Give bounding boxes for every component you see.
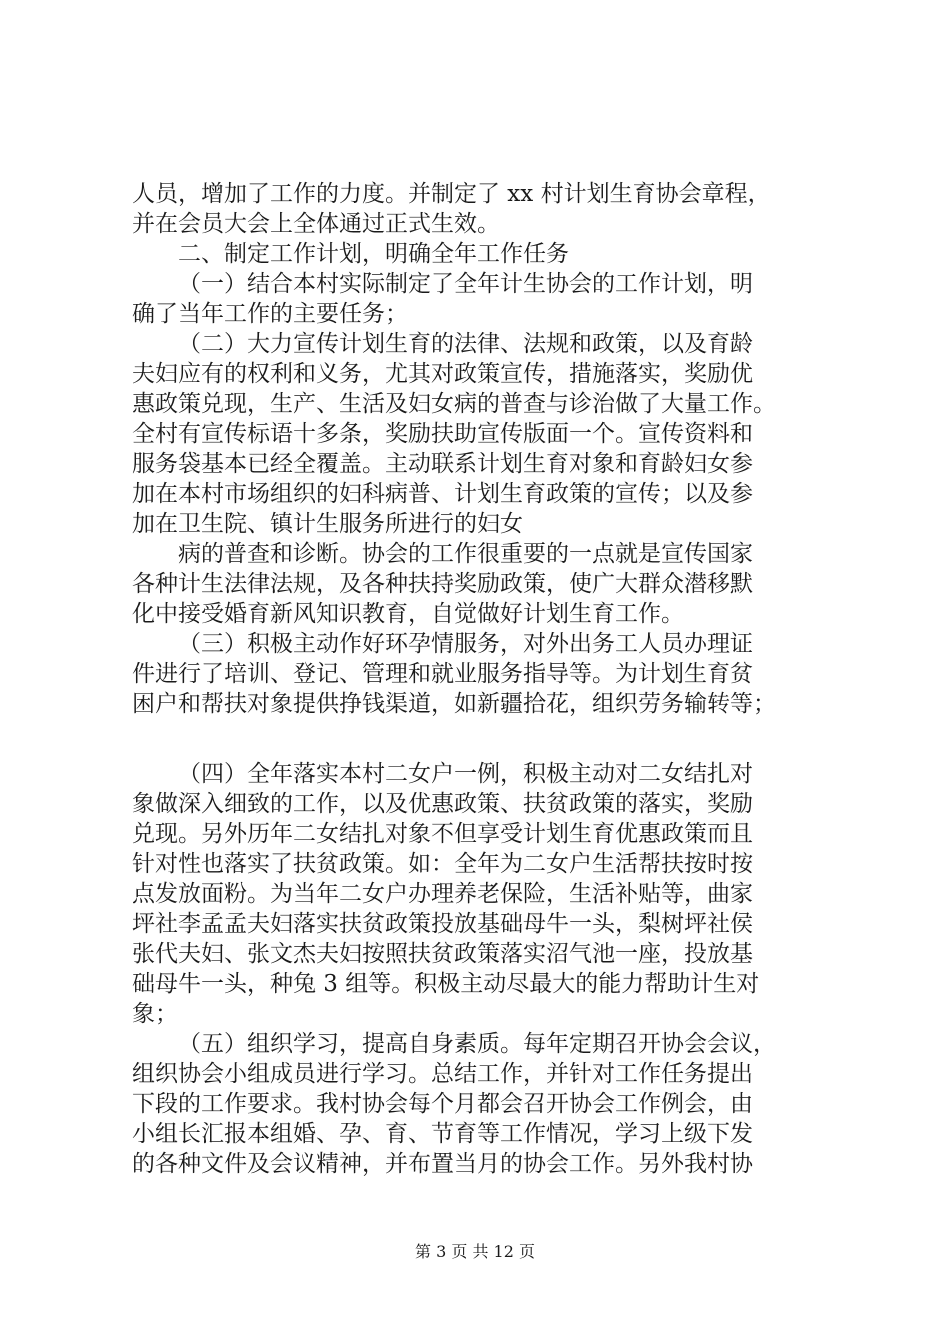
page-footer: 第 3 页 共 12 页 <box>415 1242 535 1261</box>
body-line: 夫妇应有的权利和义务，尤其对政策宣传，措施落实，奖励优 <box>132 361 753 387</box>
body-line: （三）积极主动作好环孕情服务，对外出务工人员办理证 <box>178 631 753 657</box>
body-line: 化中接受婚育新风知识教育，自觉做好计划生育工作。 <box>132 601 684 627</box>
body-line: 惠政策兑现，生产、生活及妇女病的普查与诊治做了大量工作。 <box>132 391 776 417</box>
body-line: 困户和帮扶对象提供挣钱渠道，如新疆拾花，组织劳务输转等； <box>132 691 776 717</box>
body-line: （二）大力宣传计划生育的法律、法规和政策，以及育龄 <box>178 331 753 357</box>
body-line: 病的普查和诊断。协会的工作很重要的一点就是宣传国家 <box>178 541 753 567</box>
body-line: 的各种文件及会议精神，并布置当月的协会工作。另外我村协 <box>132 1151 753 1177</box>
body-line: 加在卫生院、镇计生服务所进行的妇女 <box>132 511 523 537</box>
body-line: 加在本村市场组织的妇科病普、计划生育政策的宣传；以及参 <box>132 481 753 507</box>
body-line: 小组长汇报本组婚、孕、育、节育等工作情况，学习上级下发 <box>132 1121 753 1147</box>
body-line: 针对性也落实了扶贫政策。如：全年为二女户生活帮扶按时按 <box>132 851 753 877</box>
body-line: （四）全年落实本村二女户一例，积极主动对二女结扎对 <box>178 761 753 787</box>
section-heading: 二、制定工作计划，明确全年工作任务 <box>178 241 569 267</box>
body-line: 象做深入细致的工作，以及优惠政策、扶贫政策的落实，奖励 <box>132 791 753 817</box>
body-line: 全村有宣传标语十多条，奖励扶助宣传版面一个。宣传资料和 <box>132 421 753 447</box>
body-line: 点发放面粉。为当年二女户办理养老保险，生活补贴等，曲家 <box>132 881 753 907</box>
body-line: 础母牛一头，种兔 3 组等。积极主动尽最大的能力帮助计生对 <box>132 971 760 997</box>
body-line: 服务袋基本已经全覆盖。主动联系计划生育对象和育龄妇女参 <box>132 451 753 477</box>
body-line: 象； <box>132 1001 178 1027</box>
body-line: （五）组织学习，提高自身素质。每年定期召开协会会议， <box>178 1031 776 1057</box>
body-line: 件进行了培训、登记、管理和就业服务指导等。为计划生育贫 <box>132 661 753 687</box>
body-line: 张代夫妇、张文杰夫妇按照扶贫政策落实沼气池一座，投放基 <box>132 941 753 967</box>
body-line: 组织协会小组成员进行学习。总结工作，并针对工作任务提出 <box>132 1061 753 1087</box>
body-line: 各种计生法律法规，及各种扶持奖励政策，使广大群众潜移默 <box>132 571 753 597</box>
body-line: 确了当年工作的主要任务； <box>132 301 408 327</box>
body-line: 坪社李孟孟夫妇落实扶贫政策投放基础母牛一头，梨树坪社侯 <box>132 911 753 937</box>
body-line: （一）结合本村实际制定了全年计生协会的工作计划，明 <box>178 271 753 297</box>
body-line: 兑现。另外历年二女结扎对象不但享受计划生育优惠政策而且 <box>132 821 753 847</box>
body-line: 下段的工作要求。我村协会每个月都会召开协会工作例会，由 <box>132 1091 753 1117</box>
body-line: 并在会员大会上全体通过正式生效。 <box>132 211 500 237</box>
body-line: 人员，增加了工作的力度。并制定了 xx 村计划生育协会章程， <box>132 181 771 207</box>
